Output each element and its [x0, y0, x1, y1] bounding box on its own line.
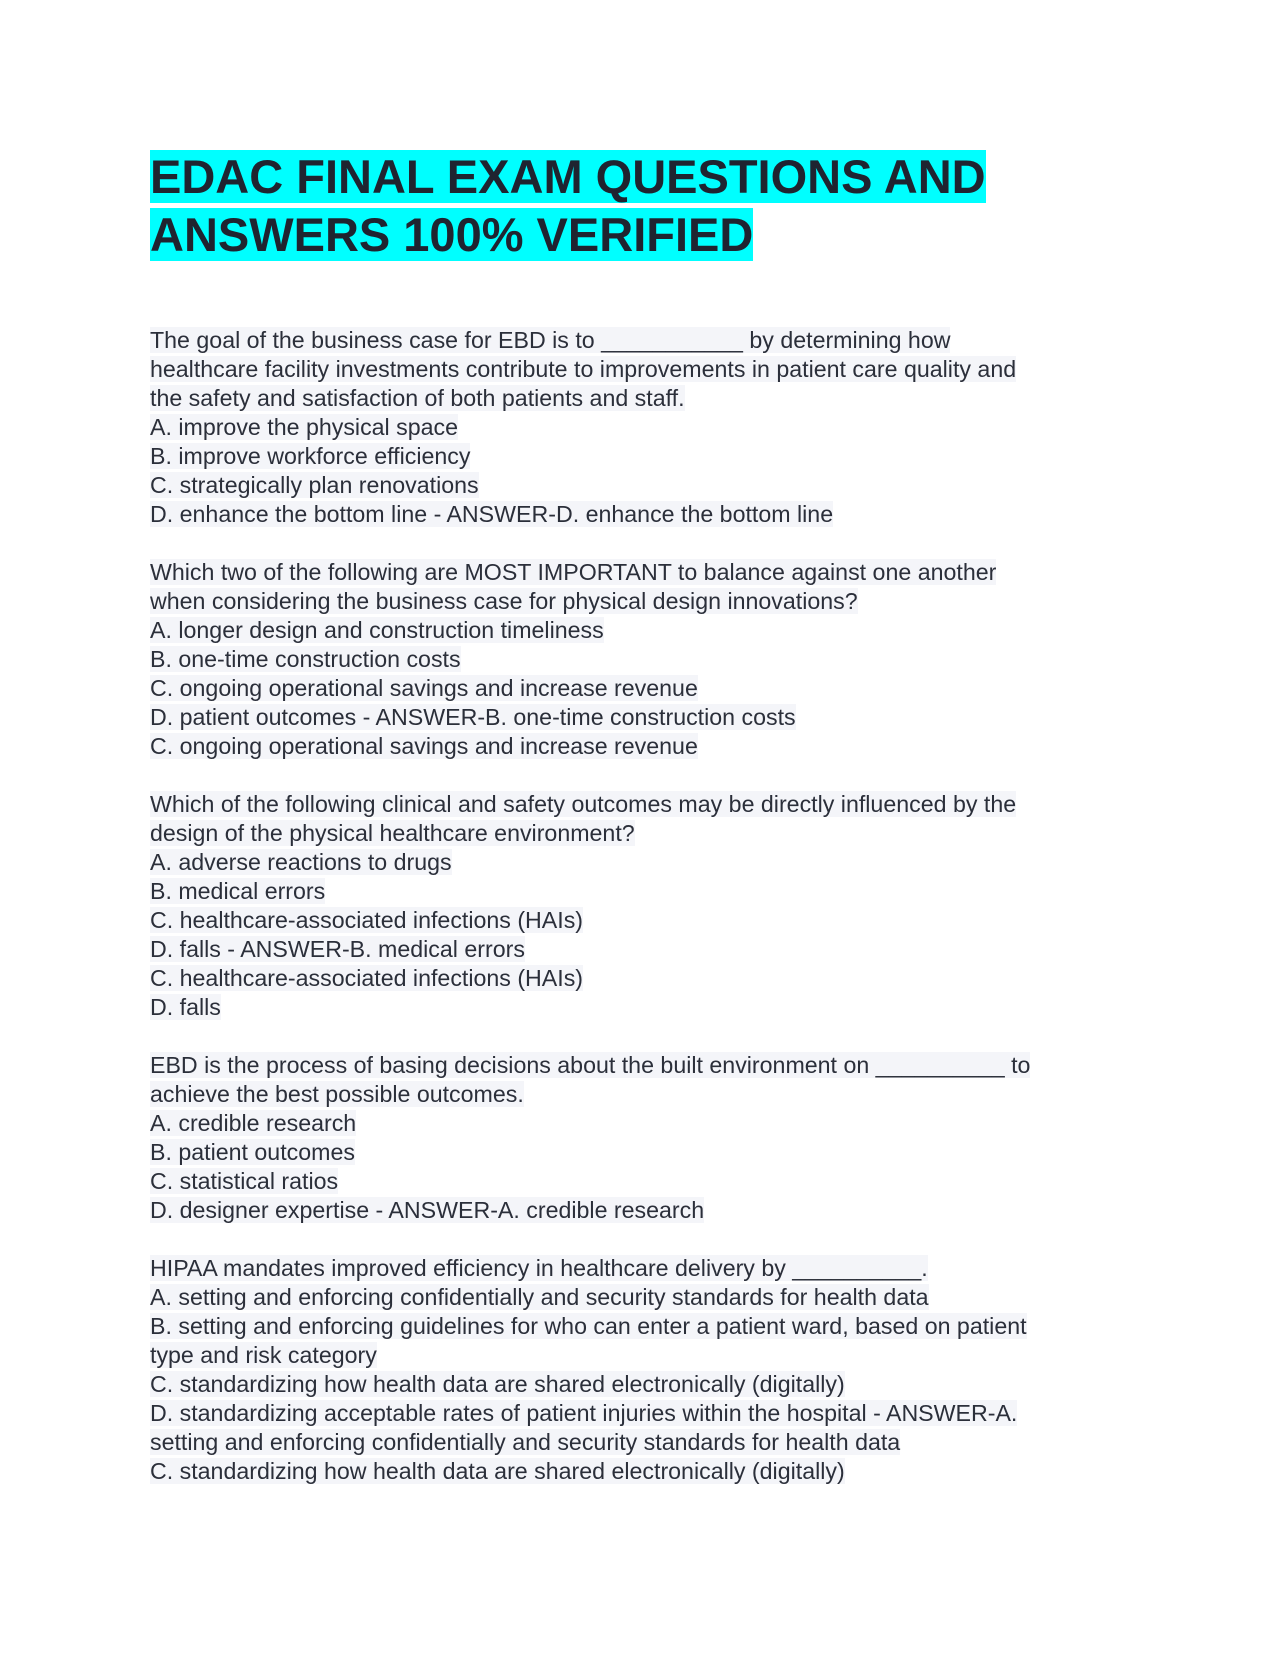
question-line-text: HIPAA mandates improved efficiency in healthcare delivery by __________. — [150, 1255, 928, 1281]
question-block — [150, 790, 1130, 1022]
question-block — [150, 1051, 1130, 1225]
question-line — [150, 906, 1130, 935]
question-line — [150, 1399, 1130, 1428]
question-line — [150, 1312, 1130, 1341]
question-line-text: A. credible research — [150, 1110, 357, 1136]
question-line-text: C. ongoing operational savings and increase revenue — [150, 675, 698, 701]
question-line-text: C. standardizing how health data are shared electronically (digitally) — [150, 1371, 845, 1397]
question-line — [150, 1051, 1130, 1080]
question-line — [150, 500, 1130, 529]
question-line-text: setting and enforcing confidentially and security standards for health data — [150, 1429, 901, 1455]
question-line — [150, 645, 1130, 674]
question-line-text: type and risk category — [150, 1342, 377, 1368]
question-line-text: A. adverse reactions to drugs — [150, 849, 452, 875]
question-line-text: C. healthcare-associated infections (HAIs) — [150, 907, 584, 933]
question-line-text: Which of the following clinical and safety outcomes may be directly influenced by the — [150, 791, 1017, 817]
question-line — [150, 1283, 1130, 1312]
question-line — [150, 413, 1130, 442]
document-title — [150, 148, 1130, 264]
question-line-text: The goal of the business case for EBD is to ___________ by determining how — [150, 327, 951, 353]
question-line-text: Which two of the following are MOST IMPORTANT to balance against one another — [150, 559, 997, 585]
question-line — [150, 1109, 1130, 1138]
question-line — [150, 935, 1130, 964]
question-line — [150, 1457, 1130, 1486]
question-line-text: D. falls - ANSWER-B. medical errors — [150, 936, 525, 962]
question-line-text: C. standardizing how health data are shared electronically (digitally) — [150, 1458, 845, 1484]
question-line-text: A. improve the physical space — [150, 414, 459, 440]
question-line-text: D. patient outcomes - ANSWER-B. one-time construction costs — [150, 704, 796, 730]
question-line-text: A. longer design and construction timeliness — [150, 617, 604, 643]
question-block — [150, 558, 1130, 761]
question-line-text: EBD is the process of basing decisions about the built environment on __________ to — [150, 1052, 1031, 1078]
question-line-text: D. standardizing acceptable rates of patient injuries within the hospital - ANSWER-A. — [150, 1400, 1018, 1426]
question-line-text: D. designer expertise - ANSWER-A. credible research — [150, 1197, 705, 1223]
question-line-text: A. setting and enforcing confidentially and security standards for health data — [150, 1284, 929, 1310]
question-line — [150, 674, 1130, 703]
question-line-text: B. medical errors — [150, 878, 326, 904]
question-line-text: B. one-time construction costs — [150, 646, 461, 672]
question-line — [150, 964, 1130, 993]
document-page — [150, 148, 1130, 1515]
question-line-text: C. strategically plan renovations — [150, 472, 479, 498]
title-line — [150, 148, 1130, 206]
question-block — [150, 326, 1130, 529]
question-line — [150, 616, 1130, 645]
question-line — [150, 703, 1130, 732]
question-line — [150, 1080, 1130, 1109]
question-line — [150, 877, 1130, 906]
question-line — [150, 442, 1130, 471]
question-line-text: C. ongoing operational savings and increase revenue — [150, 733, 698, 759]
question-line — [150, 1254, 1130, 1283]
question-line-text: design of the physical healthcare environment? — [150, 820, 635, 846]
question-line — [150, 1341, 1130, 1370]
question-line — [150, 558, 1130, 587]
question-line-text: C. healthcare-associated infections (HAIs) — [150, 965, 584, 991]
question-line — [150, 732, 1130, 761]
question-line — [150, 1138, 1130, 1167]
question-line-text: when considering the business case for physical design innovations? — [150, 588, 858, 614]
question-line — [150, 1196, 1130, 1225]
question-line — [150, 1370, 1130, 1399]
question-line — [150, 790, 1130, 819]
question-line — [150, 326, 1130, 355]
question-line — [150, 1428, 1130, 1457]
title-line-text: EDAC FINAL EXAM QUESTIONS AND — [150, 150, 986, 203]
question-line — [150, 355, 1130, 384]
question-line-text: healthcare facility investments contribute to improvements in patient care quality and — [150, 356, 1017, 382]
question-line — [150, 471, 1130, 500]
question-line — [150, 384, 1130, 413]
title-line-text: ANSWERS 100% VERIFIED — [150, 208, 754, 261]
question-line-text: B. patient outcomes — [150, 1139, 355, 1165]
title-line — [150, 206, 1130, 264]
question-line — [150, 1167, 1130, 1196]
question-list — [150, 326, 1130, 1486]
question-line-text: the safety and satisfaction of both patients and staff. — [150, 385, 685, 411]
question-line — [150, 587, 1130, 616]
question-line — [150, 993, 1130, 1022]
question-block — [150, 1254, 1130, 1486]
question-line-text: B. setting and enforcing guidelines for who can enter a patient ward, based on patient — [150, 1313, 1027, 1339]
question-line — [150, 848, 1130, 877]
question-line — [150, 819, 1130, 848]
question-line-text: D. enhance the bottom line - ANSWER-D. enhance the bottom line — [150, 501, 834, 527]
question-line-text: C. statistical ratios — [150, 1168, 339, 1194]
question-line-text: achieve the best possible outcomes. — [150, 1081, 524, 1107]
question-line-text: B. improve workforce efficiency — [150, 443, 471, 469]
question-line-text: D. falls — [150, 994, 221, 1020]
